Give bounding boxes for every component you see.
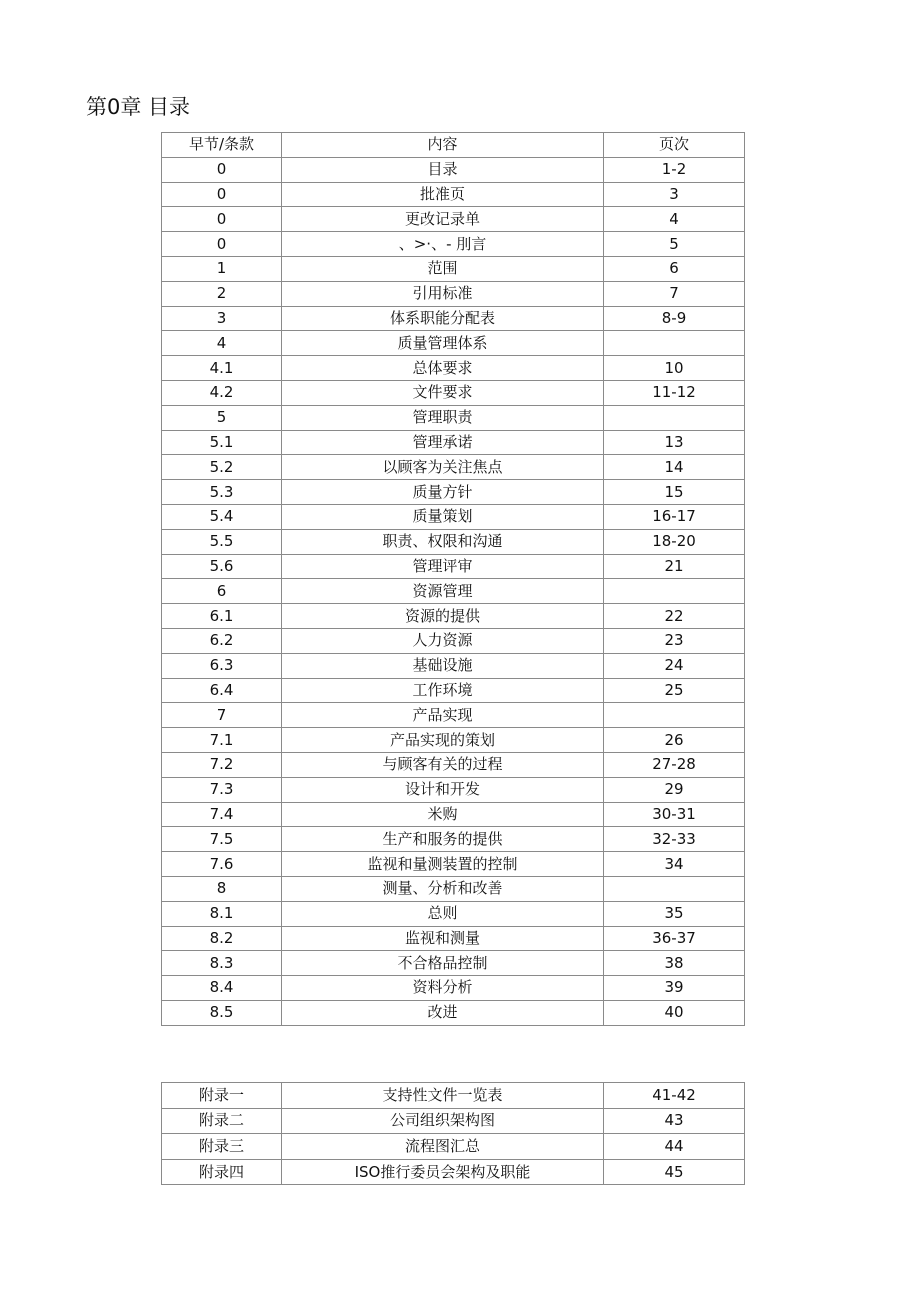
content-cell: 与顾客有关的过程 bbox=[282, 752, 604, 777]
table-row bbox=[162, 455, 745, 480]
table-row bbox=[162, 480, 745, 505]
section-cell: 5.5 bbox=[162, 529, 282, 554]
page-cell: 23 bbox=[604, 628, 745, 653]
toc-table bbox=[161, 132, 745, 1026]
table-row bbox=[162, 157, 745, 182]
content-cell: 测量、分析和改善 bbox=[282, 876, 604, 901]
table-row bbox=[162, 281, 745, 306]
appendix-table bbox=[161, 1082, 745, 1185]
page-cell: 22 bbox=[604, 604, 745, 629]
page-cell: 6 bbox=[604, 256, 745, 281]
content-cell: 、>·、- 刖言 bbox=[282, 232, 604, 257]
page-cell: 3 bbox=[604, 182, 745, 207]
page-cell: 35 bbox=[604, 901, 745, 926]
page-cell bbox=[604, 703, 745, 728]
section-cell: 4.2 bbox=[162, 380, 282, 405]
section-cell: 6 bbox=[162, 579, 282, 604]
table-row bbox=[162, 554, 745, 579]
table-row bbox=[162, 232, 745, 257]
content-cell: 流程图汇总 bbox=[282, 1134, 604, 1160]
page-cell: 45 bbox=[604, 1159, 745, 1185]
section-cell: 1 bbox=[162, 256, 282, 281]
section-cell: 8.4 bbox=[162, 976, 282, 1001]
section-cell: 6.4 bbox=[162, 678, 282, 703]
section-cell: 附录四 bbox=[162, 1159, 282, 1185]
table-row bbox=[162, 976, 745, 1001]
table-row bbox=[162, 529, 745, 554]
content-cell: ISO推行委员会架构及职能 bbox=[282, 1159, 604, 1185]
section-cell: 4.1 bbox=[162, 356, 282, 381]
page-cell: 36-37 bbox=[604, 926, 745, 951]
table-row bbox=[162, 926, 745, 951]
section-cell: 8.3 bbox=[162, 951, 282, 976]
content-cell: 总则 bbox=[282, 901, 604, 926]
page-cell: 39 bbox=[604, 976, 745, 1001]
content-cell: 范围 bbox=[282, 256, 604, 281]
content-cell: 资料分析 bbox=[282, 976, 604, 1001]
table-row bbox=[162, 777, 745, 802]
section-cell: 6.1 bbox=[162, 604, 282, 629]
content-cell: 人力资源 bbox=[282, 628, 604, 653]
section-cell: 5 bbox=[162, 405, 282, 430]
page-cell: 21 bbox=[604, 554, 745, 579]
content-cell: 质量方针 bbox=[282, 480, 604, 505]
page-cell: 18-20 bbox=[604, 529, 745, 554]
section-cell: 附录三 bbox=[162, 1134, 282, 1160]
content-cell: 基础设施 bbox=[282, 653, 604, 678]
content-cell: 更改记录单 bbox=[282, 207, 604, 232]
page-cell: 41-42 bbox=[604, 1083, 745, 1109]
page-cell: 25 bbox=[604, 678, 745, 703]
table-row bbox=[162, 951, 745, 976]
table-row bbox=[162, 827, 745, 852]
table-row bbox=[162, 628, 745, 653]
content-cell: 体系职能分配表 bbox=[282, 306, 604, 331]
section-cell: 7.2 bbox=[162, 752, 282, 777]
table-row bbox=[162, 678, 745, 703]
page-cell: 11-12 bbox=[604, 380, 745, 405]
toc-header-row bbox=[162, 133, 745, 158]
section-cell: 附录二 bbox=[162, 1108, 282, 1134]
page-cell bbox=[604, 405, 745, 430]
content-cell: 文件要求 bbox=[282, 380, 604, 405]
table-row bbox=[162, 1134, 745, 1160]
content-cell: 管理职责 bbox=[282, 405, 604, 430]
table-row bbox=[162, 1159, 745, 1185]
content-cell: 不合格品控制 bbox=[282, 951, 604, 976]
section-cell: 7.4 bbox=[162, 802, 282, 827]
table-row bbox=[162, 1108, 745, 1134]
table-row bbox=[162, 1000, 745, 1025]
section-cell: 6.2 bbox=[162, 628, 282, 653]
section-cell: 2 bbox=[162, 281, 282, 306]
page-cell: 8-9 bbox=[604, 306, 745, 331]
table-row bbox=[162, 579, 745, 604]
table-row bbox=[162, 430, 745, 455]
section-cell: 7 bbox=[162, 703, 282, 728]
content-cell: 产品实现 bbox=[282, 703, 604, 728]
section-cell: 0 bbox=[162, 157, 282, 182]
content-cell: 资源的提供 bbox=[282, 604, 604, 629]
content-cell: 质量策划 bbox=[282, 504, 604, 529]
content-cell: 设计和开发 bbox=[282, 777, 604, 802]
table-row bbox=[162, 901, 745, 926]
content-cell: 目录 bbox=[282, 157, 604, 182]
section-cell: 0 bbox=[162, 232, 282, 257]
content-cell: 米购 bbox=[282, 802, 604, 827]
content-cell: 产品实现的策划 bbox=[282, 728, 604, 753]
page-cell: 15 bbox=[604, 480, 745, 505]
page-cell: 44 bbox=[604, 1134, 745, 1160]
header-page: 页次 bbox=[604, 133, 745, 158]
content-cell: 引用标准 bbox=[282, 281, 604, 306]
section-cell: 5.4 bbox=[162, 504, 282, 529]
content-cell: 质量管理体系 bbox=[282, 331, 604, 356]
table-row bbox=[162, 876, 745, 901]
table-row bbox=[162, 802, 745, 827]
page-cell: 27-28 bbox=[604, 752, 745, 777]
content-cell: 资源管理 bbox=[282, 579, 604, 604]
section-cell: 5.3 bbox=[162, 480, 282, 505]
appendix-body bbox=[162, 1083, 745, 1185]
page-cell: 5 bbox=[604, 232, 745, 257]
table-row bbox=[162, 380, 745, 405]
table-row bbox=[162, 306, 745, 331]
content-cell: 工作环境 bbox=[282, 678, 604, 703]
page-cell: 16-17 bbox=[604, 504, 745, 529]
content-cell: 管理承诺 bbox=[282, 430, 604, 455]
section-cell: 7.1 bbox=[162, 728, 282, 753]
section-cell: 8.5 bbox=[162, 1000, 282, 1025]
section-cell: 0 bbox=[162, 207, 282, 232]
section-cell: 7.5 bbox=[162, 827, 282, 852]
page-cell: 1-2 bbox=[604, 157, 745, 182]
table-row bbox=[162, 182, 745, 207]
table-row bbox=[162, 405, 745, 430]
page-cell: 43 bbox=[604, 1108, 745, 1134]
table-row bbox=[162, 752, 745, 777]
table-row bbox=[162, 207, 745, 232]
section-cell: 8 bbox=[162, 876, 282, 901]
table-row bbox=[162, 653, 745, 678]
table-row bbox=[162, 256, 745, 281]
content-cell: 管理评审 bbox=[282, 554, 604, 579]
content-cell: 以顾客为关注焦点 bbox=[282, 455, 604, 480]
content-cell: 公司组织架构图 bbox=[282, 1108, 604, 1134]
toc-body bbox=[162, 157, 745, 1025]
section-cell: 7.3 bbox=[162, 777, 282, 802]
table-row bbox=[162, 728, 745, 753]
content-cell: 生产和服务的提供 bbox=[282, 827, 604, 852]
table-row bbox=[162, 703, 745, 728]
page-cell: 32-33 bbox=[604, 827, 745, 852]
table-row bbox=[162, 604, 745, 629]
page-cell: 40 bbox=[604, 1000, 745, 1025]
table-row bbox=[162, 852, 745, 877]
section-cell: 4 bbox=[162, 331, 282, 356]
content-cell: 改进 bbox=[282, 1000, 604, 1025]
section-cell: 7.6 bbox=[162, 852, 282, 877]
content-cell: 监视和测量 bbox=[282, 926, 604, 951]
page-cell: 30-31 bbox=[604, 802, 745, 827]
section-cell: 5.2 bbox=[162, 455, 282, 480]
page-cell: 24 bbox=[604, 653, 745, 678]
section-cell: 8.1 bbox=[162, 901, 282, 926]
page-cell: 14 bbox=[604, 455, 745, 480]
content-cell: 监视和量测装置的控制 bbox=[282, 852, 604, 877]
section-cell: 附录一 bbox=[162, 1083, 282, 1109]
page-cell: 13 bbox=[604, 430, 745, 455]
section-cell: 6.3 bbox=[162, 653, 282, 678]
header-content: 内容 bbox=[282, 133, 604, 158]
table-row bbox=[162, 356, 745, 381]
page-cell: 4 bbox=[604, 207, 745, 232]
page-cell bbox=[604, 331, 745, 356]
page-cell bbox=[604, 876, 745, 901]
table-row bbox=[162, 1083, 745, 1109]
page-cell: 7 bbox=[604, 281, 745, 306]
section-cell: 8.2 bbox=[162, 926, 282, 951]
section-cell: 0 bbox=[162, 182, 282, 207]
content-cell: 批准页 bbox=[282, 182, 604, 207]
table-row bbox=[162, 331, 745, 356]
content-cell: 总体要求 bbox=[282, 356, 604, 381]
header-section: 早节/条款 bbox=[162, 133, 282, 158]
table-row bbox=[162, 504, 745, 529]
section-cell: 5.6 bbox=[162, 554, 282, 579]
page-title: 第0章 目录 bbox=[86, 95, 191, 119]
content-cell: 支持性文件一览表 bbox=[282, 1083, 604, 1109]
page-cell bbox=[604, 579, 745, 604]
page-cell: 29 bbox=[604, 777, 745, 802]
page-cell: 26 bbox=[604, 728, 745, 753]
page-cell: 10 bbox=[604, 356, 745, 381]
content-cell: 职责、权限和沟通 bbox=[282, 529, 604, 554]
page-cell: 38 bbox=[604, 951, 745, 976]
page-cell: 34 bbox=[604, 852, 745, 877]
section-cell: 3 bbox=[162, 306, 282, 331]
section-cell: 5.1 bbox=[162, 430, 282, 455]
